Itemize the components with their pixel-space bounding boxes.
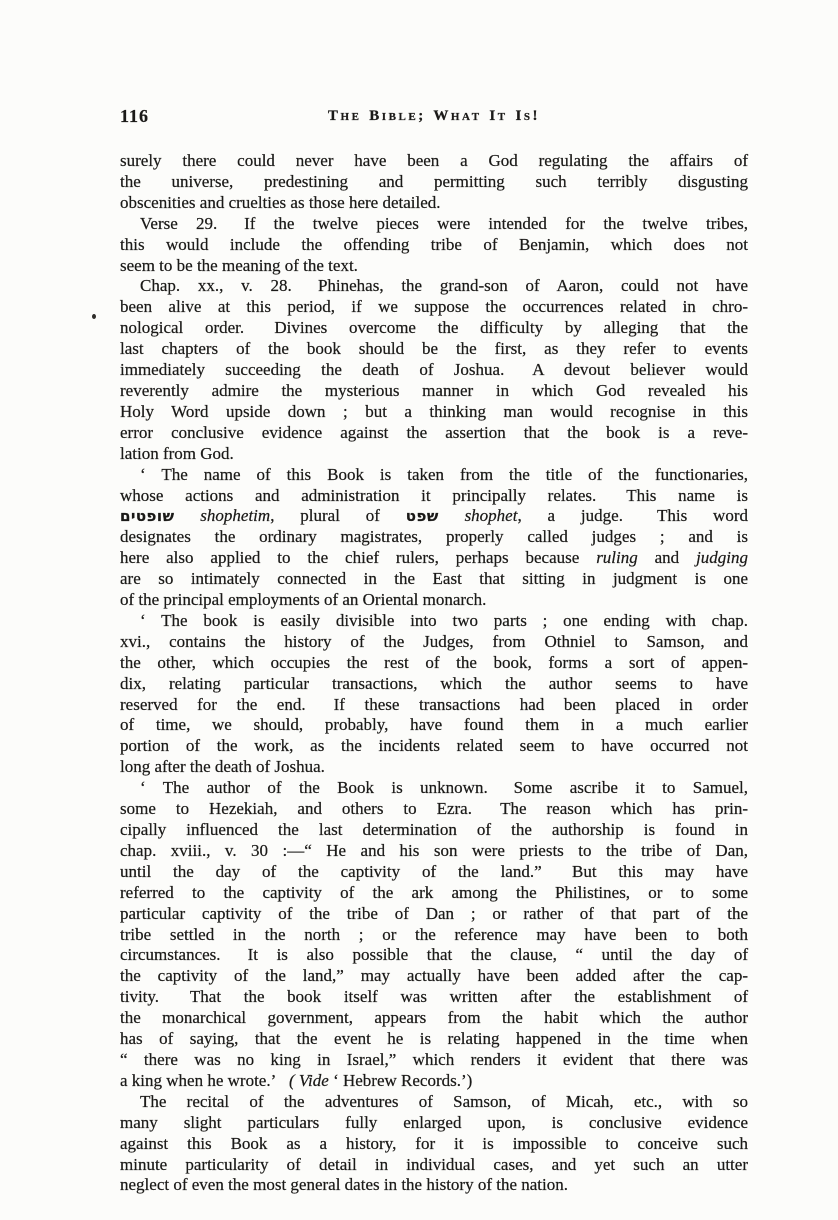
text-line: lation from God. — [120, 443, 234, 463]
text-line: שופטים shophetim, plural of שפט shophet, a judge. This word — [120, 506, 748, 526]
text-line: Holy Word upside down ; but a thinking man would recognise in this — [120, 401, 748, 421]
paragraph — [120, 611, 748, 778]
text-line: last chapters of the book should be the first, as they refer to events — [120, 339, 748, 359]
hebrew-word: שופטים — [120, 507, 175, 526]
text-line: referred to the captivity of the ark among the Philistines, or to some — [120, 882, 748, 902]
paragraph — [120, 214, 748, 277]
text-line: the captivity of the land,” may actually have been added after the cap- — [120, 966, 748, 986]
page-number: 116 — [120, 106, 150, 126]
text-line: of time, we should, probably, have found them in a much earlier — [120, 715, 748, 735]
text-line: whose actions and administration it principally relates. This name is — [120, 485, 748, 505]
hebrew-word: שפט — [405, 507, 439, 526]
text-line: against this Book as a history, for it is impossible to conceive such — [120, 1133, 748, 1153]
text-line: ‘ The book is easily divisible into two parts ; one ending with chap. — [140, 610, 748, 630]
paragraph — [120, 1092, 748, 1197]
text-line: chap. xviii., v. 30 :—“ He and his son were priests to the tribe of Dan, — [120, 840, 748, 860]
text-line: cipally influenced the last determination of the authorship is found in — [120, 820, 748, 839]
text-line: tivity. That the book itself was written after the establishment of — [120, 987, 748, 1007]
text-line: xvi., contains the history of the Judges, from Othniel to Samson, and — [120, 631, 748, 651]
text-line: error conclusive evidence against the assertion that the book is a reve- — [120, 422, 748, 442]
text-line: the monarchical government, appears from the habit which the author — [120, 1008, 748, 1028]
text-line: the universe, predestining and permitting such terribly disgusting — [120, 171, 748, 191]
text-line: tribe settled in the north ; or the reference may have been to both — [120, 924, 748, 944]
text-line: some to Hezekiah, and others to Ezra. The reason which has prin- — [120, 799, 748, 819]
running-title: The Bible; What It Is! — [327, 108, 541, 124]
text-line: nological order. Divines overcome the difficulty by alleging that the — [120, 318, 748, 338]
text-line: The recital of the adventures of Samson, of Micah, etc., with so — [140, 1091, 748, 1111]
text-line: obscenities and cruelties as those here detailed. — [120, 192, 441, 212]
text-line: of the principal employments of an Oriental monarch. — [120, 590, 487, 610]
text-line: this would include the offending tribe of Benjamin, which does not — [120, 234, 748, 254]
text-line: are so intimately connected in the East that sitting in judgment is one — [120, 569, 748, 589]
text-line: ‘ The author of the Book is unknown. Some ascribe it to Samuel, — [140, 778, 748, 798]
text-line: surely there could never have been a God regulating the affairs of — [120, 151, 748, 170]
text-line: here also applied to the chief rulers, perhaps because ruling and judging — [120, 548, 749, 568]
page-header — [120, 106, 748, 132]
text-line: dix, relating particular transactions, which the author seems to have — [120, 673, 748, 693]
text-line: seem to be the meaning of the text. — [120, 255, 358, 275]
paragraph — [120, 465, 748, 611]
text-line: until the day of the captivity of the land.” But this may have — [120, 861, 748, 881]
text-line: Verse 29. If the twelve pieces were intended for the twelve tribes, — [140, 213, 748, 233]
text-line: immediately succeeding the death of Joshua. A devout believer would — [120, 360, 748, 380]
text-line: Chap. xx., v. 28. Phinehas, the grand-son of Aaron, could not have — [140, 276, 748, 296]
paragraph — [120, 151, 748, 214]
text-line: been alive at this period, if we suppose the occurrences related in chro- — [120, 297, 748, 317]
text-line: has of saying, that the event he is relating happened in the time when — [120, 1029, 748, 1049]
text-line: reverently admire the mysterious manner in which God revealed his — [120, 380, 748, 400]
text-line: portion of the work, as the incidents related seem to have occurred not — [120, 736, 748, 756]
text-line: ‘ The name of this Book is taken from the title of the functionaries, — [140, 464, 748, 484]
text-line: designates the ordinary magistrates, properly called judges ; and is — [120, 527, 748, 547]
text-line: minute particularity of detail in individual cases, and yet such an utter — [120, 1154, 748, 1174]
paragraph — [120, 778, 748, 1092]
text-line: particular captivity of the tribe of Dan ; or rather of that part of the — [120, 903, 748, 923]
text-line: the other, which occupies the rest of the book, forms a sort of appen- — [120, 652, 748, 672]
text-line: many slight particulars fully enlarged upon, is conclusive evidence — [120, 1112, 748, 1132]
text-line: reserved for the end. If these transactions had been placed in order — [120, 694, 748, 714]
ink-speckle — [92, 314, 96, 319]
text-line: “ there was no king in Israel,” which renders it evident that there was — [120, 1049, 748, 1069]
text-line: a king when he wrote.’ ( Vide ‘ Hebrew Records.’) — [120, 1070, 473, 1090]
text-block — [120, 151, 748, 1196]
text-line: neglect of even the most general dates in the history of the nation. — [120, 1175, 569, 1195]
paragraph — [120, 276, 748, 464]
text-line: long after the death of Joshua. — [120, 757, 325, 777]
text-line: circumstances. It is also possible that the clause, “ until the day of — [120, 945, 748, 965]
